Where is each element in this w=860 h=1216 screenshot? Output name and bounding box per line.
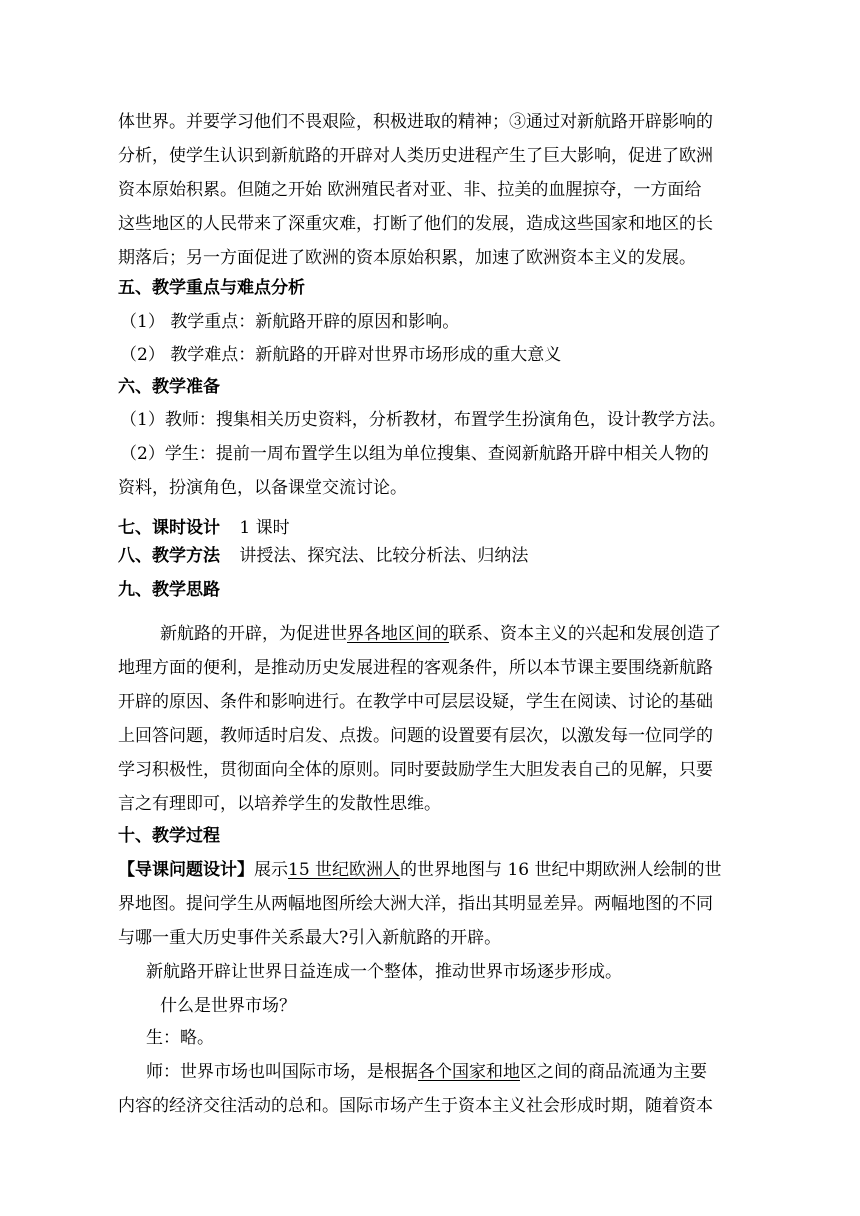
text-run: 的世界地图与 16 世纪中期欧洲人绘制的世 xyxy=(400,860,722,880)
text-run: 师：世界市场也叫国际市场，是根据 xyxy=(146,1062,418,1082)
body-line: 生：略。 xyxy=(146,1028,214,1048)
list-item: （2）学生：提前一周布置学生以组为单位搜集、查阅新航路开辟中相关人物的 xyxy=(120,444,709,464)
section-8-row xyxy=(118,544,528,568)
body-line xyxy=(160,622,721,646)
section-heading-5: 五、教学重点与难点分析 xyxy=(118,278,305,298)
section-7-row xyxy=(118,516,290,540)
body-line: 期落后；另一方面促进了欧洲的资本原始积累，加速了欧洲资本主义的发展。 xyxy=(118,248,696,268)
section-heading-7: 七、课时设计 xyxy=(118,518,220,538)
text-run: 新航路的开辟，为促进世 xyxy=(160,624,347,644)
underlined-text: 15 世纪欧洲人 xyxy=(288,860,401,880)
section-heading-9: 九、教学思路 xyxy=(118,580,220,600)
body-line: 学习积极性，贯彻面向全体的原则。同时要鼓励学生大胆发表自己的见解，只要 xyxy=(118,760,713,780)
body-line: 地理方面的便利，是推动历史发展进程的客观条件，所以本节课主要围绕新航路 xyxy=(118,658,713,678)
body-line: 上回答问题，教师适时启发、点拨。问题的设置要有层次，以激发每一位同学的 xyxy=(118,726,713,746)
section-heading-6: 六、教学准备 xyxy=(118,377,220,397)
section-heading-8: 八、教学方法 xyxy=(118,546,220,566)
text-run: 展示 xyxy=(254,860,288,880)
body-line xyxy=(146,1060,707,1084)
body-line: 资料，扮演角色，以备课堂交流讨论。 xyxy=(118,478,407,498)
bold-text: 【导课问题设计】 xyxy=(118,860,254,880)
underlined-text: 各个国家和地 xyxy=(418,1062,520,1082)
text-run: 联系、资本主义的兴起和发展创造了 xyxy=(449,624,721,644)
body-line: 内容的经济交往活动的总和。国际市场产生于资本主义社会形成时期，随着资本 xyxy=(118,1096,713,1116)
body-line: 开辟的原因、条件和影响进行。在教学中可层层设疑，学生在阅读、讨论的基础 xyxy=(118,692,713,712)
section-8-value: 讲授法、探究法、比较分析法、归纳法 xyxy=(239,546,529,566)
body-line: 与哪一重大历史事件关系最大?引入新航路的开辟。 xyxy=(118,928,502,948)
list-item: （1）教师：搜集相关历史资料，分析教材，布置学生扮演角色，设计教学方法。 xyxy=(120,410,726,430)
section-7-value: 1 课时 xyxy=(239,518,290,538)
body-line: 言之有理即可，以培养学生的发散性思维。 xyxy=(118,794,441,814)
text-run: 区之间的商品流通为主要 xyxy=(520,1062,707,1082)
body-line: 资本原始积累。但随之开始 欧洲殖民者对亚、非、拉美的血腥掠夺，一方面给 xyxy=(118,180,702,200)
body-line: 这些地区的人民带来了深重灾难，打断了他们的发展，造成这些国家和地区的长 xyxy=(118,214,713,234)
body-line: 分析，使学生认识到新航路的开辟对人类历史进程产生了巨大影响，促进了欧洲 xyxy=(118,146,713,166)
section-heading-10: 十、教学过程 xyxy=(118,826,220,846)
body-line xyxy=(118,858,722,882)
list-item: （1） 教学重点：新航路开辟的原因和影响。 xyxy=(120,312,460,332)
body-line: 体世界。并要学习他们不畏艰险，积极进取的精神；③通过对新航路开辟影响的 xyxy=(118,112,713,132)
body-line: 界地图。提问学生从两幅地图所绘大洲大洋，指出其明显差异。两幅地图的不同 xyxy=(118,894,713,914)
underlined-text: 界各地区间的 xyxy=(347,624,449,644)
body-line: 新航路开辟让世界日益连成一个整体，推动世界市场逐步形成。 xyxy=(146,962,622,982)
list-item: （2） 教学难点：新航路的开辟对世界市场形成的重大意义 xyxy=(120,345,562,365)
body-line: 什么是世界市场？ xyxy=(160,996,296,1016)
